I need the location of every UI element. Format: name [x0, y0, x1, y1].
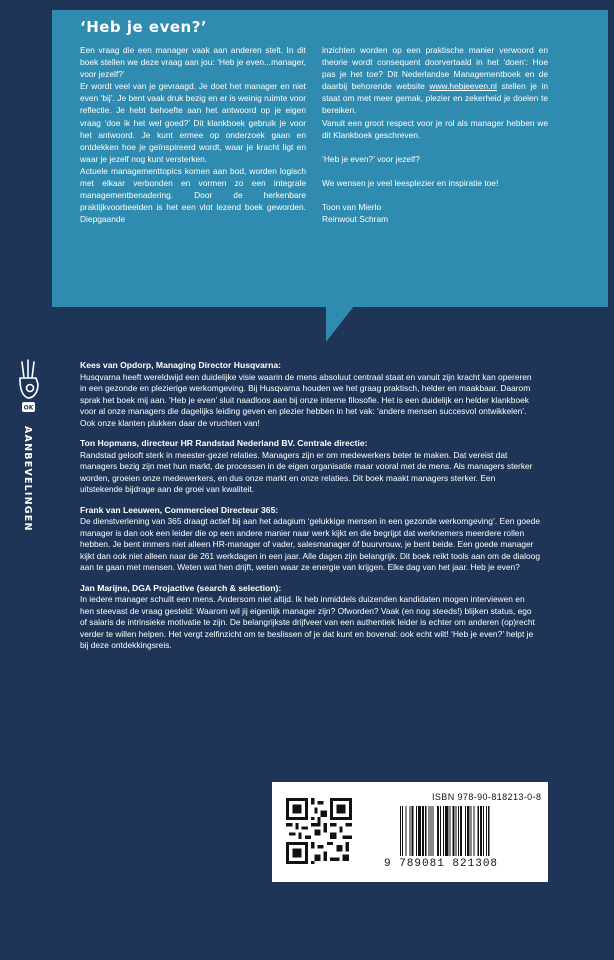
barcode-bar: [416, 806, 417, 856]
barcode-panel: [272, 782, 548, 882]
barcode-digits: 9 789081 821308: [384, 858, 499, 870]
intro-paragraph: Er wordt veel van je gevraagd. Je doet het manager en niet even ‘bij’. Je bent vaak druk bezig en er is weinig ruimte voor reflectie. Je hebt behoefte aan het antwoord op je eigen vraag ‘doe ik het wel goed?’ Dit klankboek gebruik je voor het antwoord. Je kunt ermee op onderzoek gaan en ontdekken hoe je geïnspireerd wordt, waar je kracht ligt en waar je jezelf nog kunt versterken.: [80, 81, 306, 164]
recommendation-author: Ton Hopmans, directeur HR Randstad Nederland BV. Centrale directie:: [80, 438, 368, 448]
barcode-bar: [486, 806, 487, 856]
barcode-bar: [418, 806, 421, 856]
intro-text: inzichten worden op een praktische manier verwoord en theorie wordt consequent doorvertaald in het ‘doen’: Hoe pas je het toe? Dit Nederlandse Managementboek en de daarbij behorende website: [322, 45, 548, 92]
barcode-bar: [400, 806, 401, 856]
barcode-bar: [433, 806, 434, 856]
barcode-bar: [488, 806, 489, 856]
ok-badge-text: OK: [23, 404, 34, 412]
barcode-bar: [456, 806, 457, 856]
isbn-label: ISBN 978-90-818213-0-8: [432, 792, 542, 802]
recommendation-item: [80, 438, 540, 496]
intro-text: stellen je in staat om met meer gemak, plezier en zekerheid je doelen te bereiken.: [322, 81, 548, 116]
qr-code-icon: [286, 798, 352, 864]
barcode-bar: [483, 806, 484, 856]
barcode-bar: [437, 806, 439, 856]
recommendation-author: Kees van Opdorp, Managing Director Husqvarna:: [80, 360, 282, 370]
barcode-bar: [430, 806, 431, 856]
recommendation-author: Frank van Leeuwen, Commercieel Directeur 365:: [80, 504, 279, 515]
intro-paragraph: Actuele managementtopics komen aan bod, worden logisch met elkaar verbonden en vormen zo een integrale managementbenadering. Door de herkenbare praktijkvoorbeelden is het een vlot lezend boek geworden. Diepgaande: [80, 165, 306, 225]
recommendation-text: In iedere manager schuilt een mens. Andersom niet altijd. Ik heb inmiddels duizenden kandidaten mogen interviewen en hen steevast de vraag gesteld: Waarom wil jij eigenlijk manager zijn? Ofworden? Vaak (en nog steeds!) blijken status, ego of salaris de intrinsieke motivatie te zijn. De belangrijkste drijfveer van een authentiek leider is echter om anderen (op)recht verder te willen helpen. Het vergt zelfinzicht om te beslissen of je dat kunt en bovenal: ook echt wilt! ‘Heb je even?’ helpt je bij deze ontdekkingsreis.: [80, 594, 535, 650]
intro-column-right: [322, 44, 548, 225]
barcode-bar: [440, 806, 441, 856]
barcode-bar: [425, 806, 426, 856]
intro-paragraph: Vanuit een groot respect voor je rol als manager hebben we dit Klankboek geschreven.: [322, 117, 548, 140]
intro-paragraph: Een vraag die een manager vaak aan anderen stelt. In dit boek stellen we deze vraag aan jou: ‘Heb je even...manager, voor jezelf?’: [80, 45, 306, 80]
author-name: Reinwout Schram: [322, 214, 389, 225]
intro-paragraph: [322, 44, 548, 117]
author-name: Toon van Mierlo: [322, 201, 382, 212]
barcode-bar: [453, 806, 455, 856]
barcode-bar: [467, 806, 469, 856]
recommendation-text: De dienstverlening van 365 draagt actief bij aan het adagium ‘gelukkige mensen in een gezonde werkomgeving’. Een goede manager is dan ook een leider die op een andere manier naar werk kijkt en die begrijpt dat werknemers meerdere rollen hebben. Je bent immers niet alleen HR-manager of vader, salesmanager óf buurvrouw, je bent beide. Een goede manager kijkt dan ook niet alleen naar de 261 werkdagen in een jaar. Alle dagen zijn belangrijk. Dit boek reikt tools aan om de dialoog aan te gaan met mensen. Weten wat hen drijft, weten waar ze energie van krijgen. Elke dag van het jaar. Heb je even?: [80, 516, 540, 572]
recommendation-text: Randstad gelooft sterk in meester-gezel relaties. Managers zijn er om medewerkers beter te maken. Dat vereist dat managers bezig zijn met hun markt, de processen in de eigen organisatie maar vooral met de mens. Als managers sterker worden, groeien onze medewerkers, en dus onze markt en onze relaties. Dit boek maakt managers sterker. Een uitstekende bijdrage aan de groei van kwaliteit.: [80, 449, 533, 494]
website-link[interactable]: www.hebjeeven.nl: [429, 81, 497, 92]
recommendation-item: [80, 583, 540, 652]
barcode-bar: [460, 806, 462, 856]
barcode-bar: [474, 806, 475, 856]
barcode-bar: [422, 806, 424, 856]
recommendations-vertical-label: AANBEVELINGEN: [22, 426, 33, 532]
recommendation-item: [80, 360, 540, 429]
barcode-bar: [449, 806, 450, 856]
recommendation-text: Husqvarna heeft wereldwijd een duidelijke visie waarin de mens absoluut centraal staat en vanuit zijn kracht kan opereren in een gezonde en plezierige werkomgeving. Bij Husqvarna houden we het graag praktisch, helder en maakbaar. Daarom sprak het boek mij aan. ‘Heb je even’ sluit naadloos aan bij onze interne filosofie. Het is een duidelijk en helder klankboek voor al onze managers die dagelijks leiding geven en plezier hebben in het vak: ‘andere mensen succesvol ontwikkelen’. Ook onze klanten plukken daar de vruchten van!: [80, 371, 532, 428]
barcode-bar: [428, 806, 429, 856]
bubble-title: ‘Heb je even?’: [80, 18, 208, 36]
barcode-bar: [402, 806, 403, 856]
barcode-bar: [443, 806, 444, 856]
intro-paragraph: ‘Heb je even?’ voor jezelf?: [322, 153, 420, 164]
barcode-bar: [445, 806, 448, 856]
barcode-bar: [458, 806, 459, 856]
recommendation-author: Jan Marijne, DGA Projactive (search & selection):: [80, 582, 282, 593]
intro-column-left: [80, 44, 306, 225]
ean-barcode: [398, 806, 538, 856]
intro-paragraph: We wensen je veel leesplezier en inspiratie toe!: [322, 177, 499, 188]
barcode-bar: [478, 806, 479, 856]
barcode-bar: [409, 806, 410, 856]
recommendations-list: [80, 360, 540, 661]
barcode-bar: [470, 806, 471, 856]
speech-bubble-tail: [326, 306, 354, 342]
ok-hand-icon: [14, 358, 42, 418]
barcode-bar: [480, 806, 482, 856]
recommendation-item: [80, 505, 540, 574]
barcode-bar: [405, 806, 406, 856]
barcode-bar: [465, 806, 466, 856]
barcode-bar: [412, 806, 414, 856]
